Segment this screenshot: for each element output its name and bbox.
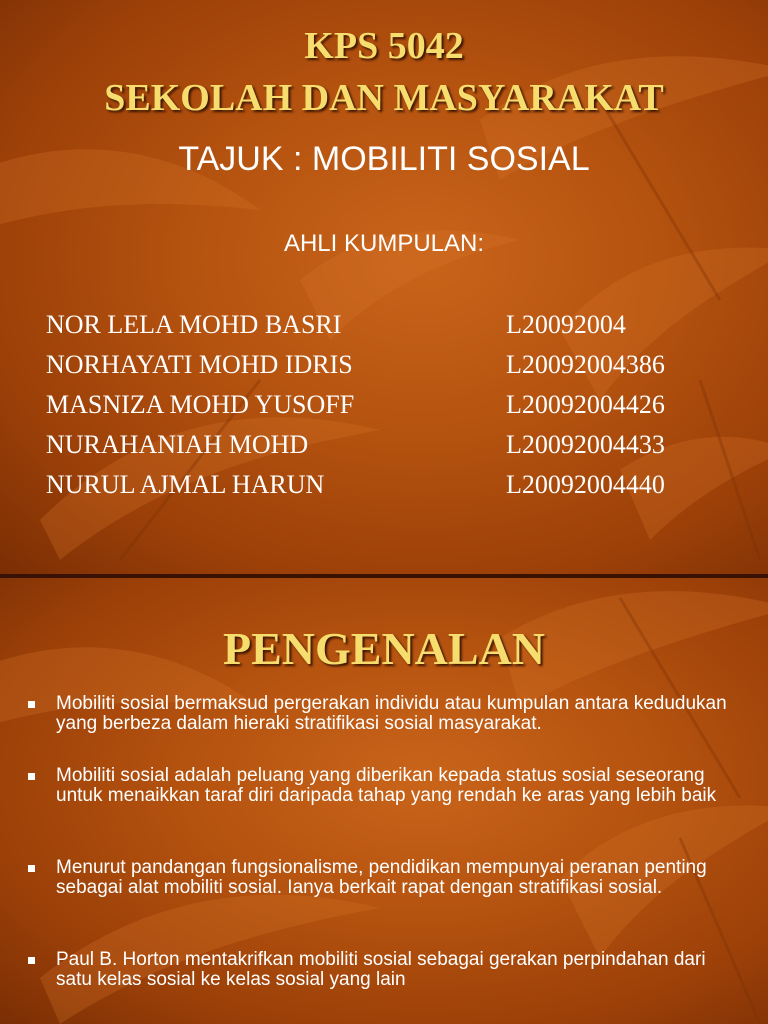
- course-name-title: SEKOLAH DAN MASYARAKAT: [104, 77, 664, 119]
- list-item: [28, 858, 728, 898]
- member-id: L20092004386: [506, 350, 665, 379]
- introduction-slide: [0, 578, 768, 1024]
- member-id: L20092004: [506, 310, 626, 339]
- bullet-square-icon: [28, 957, 35, 964]
- member-row: [46, 430, 726, 470]
- bullet-text: Menurut pandangan fungsionalisme, pendidikan mempunyai peranan penting sebagai alat mobiliti sosial. Ianya berkait rapat dengan stratifikasi sosial.: [56, 857, 707, 898]
- member-row: [46, 350, 726, 390]
- member-name: NOR LELA MOHD BASRI: [46, 310, 342, 339]
- list-item: [28, 766, 728, 806]
- member-row: [46, 390, 726, 430]
- bullet-square-icon: [28, 773, 35, 780]
- bullet-square-icon: [28, 865, 35, 872]
- member-name: NORHAYATI MOHD IDRIS: [46, 350, 353, 379]
- bullet-text: Mobiliti sosial adalah peluang yang diberikan kepada status sosial seseorang untuk menaikkan taraf diri daripada tahap yang rendah ke aras yang lebih baik: [56, 765, 717, 806]
- member-name: NURAHANIAH MOHD: [46, 430, 309, 459]
- member-name: NURUL AJMAL HARUN: [46, 470, 325, 499]
- member-name: MASNIZA MOHD YUSOFF: [46, 390, 355, 419]
- member-id: L20092004440: [506, 470, 665, 499]
- bullet-text: Paul B. Horton mentakrifkan mobiliti sosial sebagai gerakan perpindahan dari satu kelas sosial ke kelas sosial yang lain: [56, 949, 706, 990]
- slide-heading: PENGENALAN: [222, 623, 546, 674]
- bullet-square-icon: [28, 701, 35, 708]
- member-id: L20092004433: [506, 430, 665, 459]
- topic-subtitle: TAJUK : MOBILITI SOSIAL: [178, 140, 590, 178]
- group-members-label: AHLI KUMPULAN:: [283, 230, 485, 257]
- member-row: [46, 310, 726, 350]
- member-id: L20092004426: [506, 390, 665, 419]
- list-item: [28, 694, 728, 734]
- member-row: [46, 470, 726, 510]
- bullet-text: Mobiliti sosial bermaksud pergerakan individu atau kumpulan antara kedudukan yang berbeza dalam hieraki stratifikasi sosial masyarakat.: [56, 693, 727, 734]
- course-code-title: KPS 5042: [304, 25, 464, 67]
- list-item: [28, 950, 728, 990]
